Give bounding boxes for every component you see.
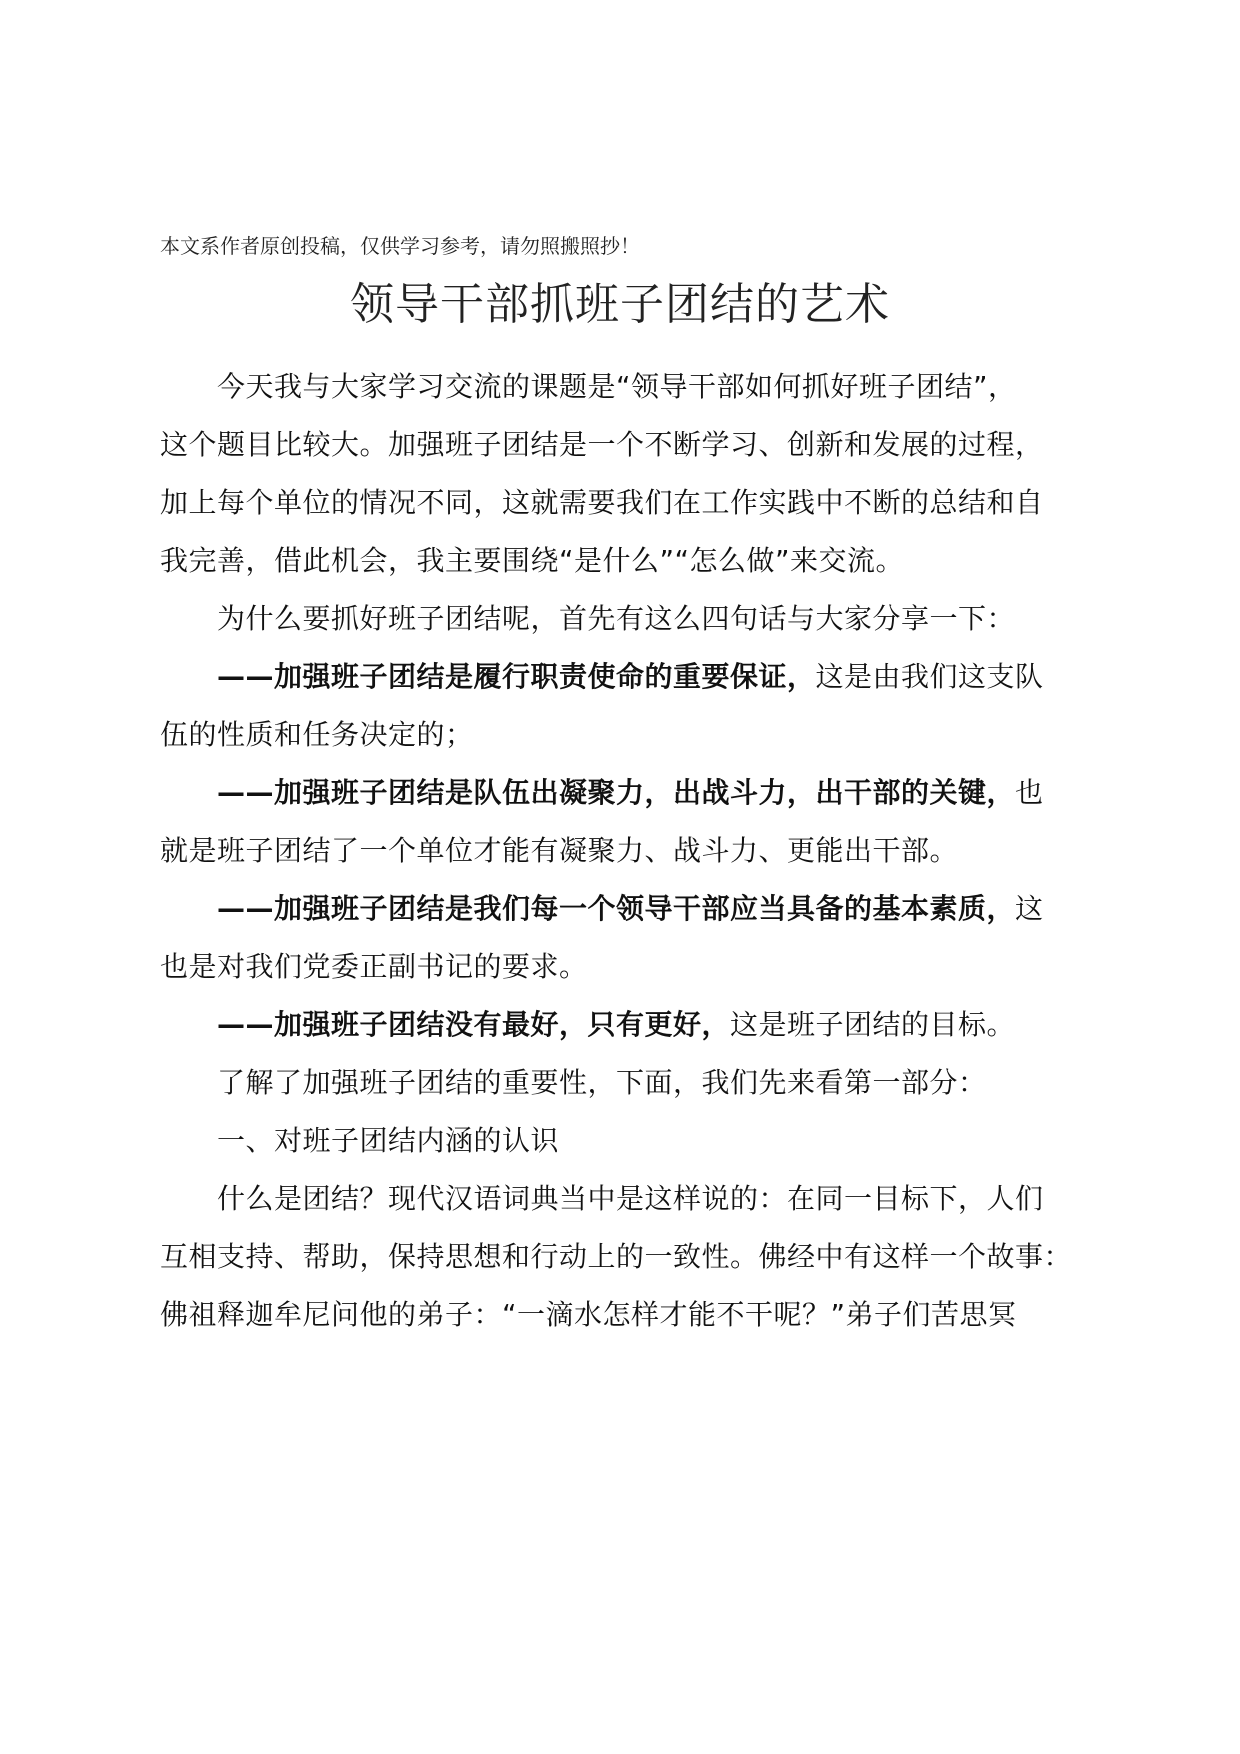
paragraph-line: 也是对我们党委正副书记的要求。: [160, 950, 588, 983]
copyright-notice: 本文系作者原创投稿，仅供学习参考，请勿照搬照抄！: [160, 234, 640, 258]
paragraph-line: 为什么要抓好班子团结呢，首先有这么四句话与大家分享一下：: [217, 602, 1016, 635]
bold-point: ——加强班子团结是履行职责使命的重要保证，: [217, 660, 816, 693]
section-heading: 一、对班子团结内涵的认识: [217, 1124, 560, 1157]
paragraph-line: ——加强班子团结是履行职责使命的重要保证，这是由我们这支队: [217, 660, 1044, 693]
paragraph-line: 了解了加强班子团结的重要性，下面，我们先来看第一部分：: [217, 1066, 987, 1099]
document-title: 领导干部抓班子团结的艺术: [350, 279, 890, 330]
paragraph-line: 这个题目比较大。加强班子团结是一个不断学习、创新和发展的过程，: [160, 428, 1044, 461]
paragraph-line: ——加强班子团结是队伍出凝聚力，出战斗力，出干部的关键，也: [217, 776, 1044, 809]
paragraph-line: 什么是团结？现代汉语词典当中是这样说的：在同一目标下，人们: [217, 1182, 1044, 1215]
bold-point: ——加强班子团结是我们每一个领导干部应当具备的基本素质，: [217, 892, 1016, 925]
paragraph-line: 伍的性质和任务决定的；: [160, 718, 474, 751]
paragraph-line: 加上每个单位的情况不同，这就需要我们在工作实践中不断的总结和自: [160, 486, 1044, 519]
paragraph-line: 互相支持、帮助，保持思想和行动上的一致性。佛经中有这样一个故事：: [160, 1240, 1073, 1273]
paragraph-line: 佛祖释迦牟尼问他的弟子：“一滴水怎样才能不干呢？”弟子们苦思冥: [160, 1298, 1017, 1331]
paragraph-line: ——加强班子团结没有最好，只有更好，这是班子团结的目标。: [217, 1008, 1016, 1041]
paragraph-line: 今天我与大家学习交流的课题是“领导干部如何抓好班子团结”，: [217, 370, 1017, 403]
bold-point: ——加强班子团结没有最好，只有更好，: [217, 1008, 731, 1041]
paragraph-line: ——加强班子团结是我们每一个领导干部应当具备的基本素质，这: [217, 892, 1044, 925]
paragraph-line: 就是班子团结了一个单位才能有凝聚力、战斗力、更能出干部。: [160, 834, 959, 867]
paragraph-line: 我完善，借此机会，我主要围绕“是什么”“怎么做”来交流。: [160, 544, 905, 577]
bold-point: ——加强班子团结是队伍出凝聚力，出战斗力，出干部的关键，: [217, 776, 1016, 809]
